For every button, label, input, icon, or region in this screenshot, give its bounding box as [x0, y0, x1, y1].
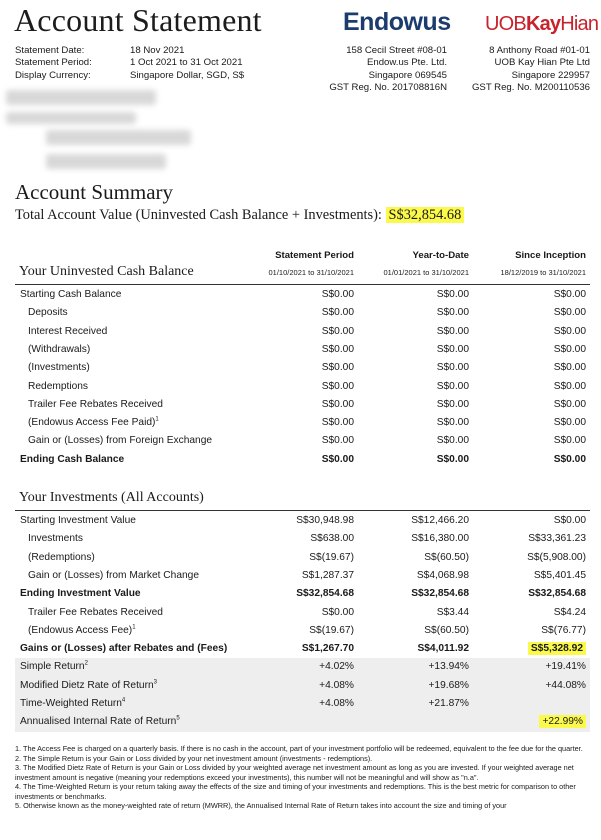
row-value: S$0.00	[321, 435, 354, 447]
table-row	[15, 658, 590, 676]
row-label-text: Investments	[28, 533, 83, 545]
footnote-ref: 1	[132, 624, 136, 631]
footnotes	[15, 744, 590, 811]
row-value: S$0.00	[553, 435, 586, 447]
row-label	[20, 640, 227, 658]
row-value	[528, 640, 586, 658]
row-label-text: (Redemptions)	[28, 551, 95, 563]
highlighted-value: S$5,328.92	[528, 642, 586, 655]
row-label-text: Starting Cash Balance	[20, 289, 122, 300]
table-row	[15, 304, 590, 322]
row-label	[28, 341, 90, 359]
row-value: S$0.00	[321, 307, 354, 319]
table-row	[15, 695, 590, 713]
table-row	[15, 396, 590, 414]
row-label	[20, 677, 157, 695]
row-label-text: (Withdrawals)	[28, 343, 91, 355]
address-line: Singapore 069545	[368, 69, 447, 81]
row-label	[28, 359, 90, 377]
account-summary-title: Account Summary	[15, 180, 174, 204]
row-value: S$0.00	[553, 325, 586, 337]
row-value: S$32,854.68	[528, 588, 586, 600]
row-value: S$0.00	[321, 343, 354, 355]
table-row	[15, 677, 590, 695]
uob-kay-hian-logo	[485, 13, 598, 36]
row-value: S$(60.50)	[424, 551, 469, 563]
row-value: S$30,948.98	[296, 515, 354, 526]
address-line: Endow.us Pte. Ltd.	[366, 57, 447, 69]
footnote: 1. The Access Fee is charged on a quarterly basis. If there is no cash in the account, part of your investment portfolio will be redeemed, equivalent to the fee due for the quarter.	[15, 744, 583, 753]
endowus-address	[329, 45, 447, 94]
logo-hian-part: Hian	[560, 13, 599, 35]
row-value: S$0.00	[436, 380, 469, 392]
row-label	[20, 512, 136, 530]
row-value	[539, 713, 586, 731]
row-label-text: Trailer Fee Rebates Received	[28, 398, 163, 410]
row-label-text: Redemptions	[28, 380, 89, 392]
row-value: +44.08%	[545, 679, 586, 691]
row-value: S$0.00	[321, 289, 354, 300]
row-value: S$32,854.68	[296, 588, 354, 600]
row-label	[28, 567, 199, 585]
row-label-text: Time-Weighted Return	[20, 698, 122, 709]
row-label	[28, 323, 107, 341]
row-value: S$0.00	[321, 325, 354, 337]
row-value: S$4,068.98	[416, 569, 469, 581]
col-range-statement-period: 01/10/2021 to 31/10/2021	[268, 268, 354, 277]
row-label	[28, 304, 68, 322]
table-row	[15, 622, 590, 640]
row-value: S$0.00	[436, 343, 469, 355]
divider	[15, 284, 590, 285]
row-value: S$0.00	[436, 417, 469, 429]
row-value: S$0.00	[321, 380, 354, 392]
row-label	[20, 713, 180, 731]
row-value: S$0.00	[553, 515, 586, 526]
row-label-text: Annualised Internal Rate of Return	[20, 716, 177, 728]
page-title: Account Statement	[14, 2, 262, 38]
row-value: +19.68%	[428, 679, 469, 691]
row-value: S$0.00	[321, 398, 354, 410]
row-value: +19.41%	[545, 661, 586, 673]
row-value: +13.94%	[428, 661, 469, 673]
address-line: UOB Kay Hian Pte Ltd	[494, 57, 590, 69]
row-label-text: Gains or (Losses) after Rebates and (Fees)	[20, 643, 228, 655]
total-value: S$32,854.68	[386, 207, 465, 223]
row-value: S$33,361.23	[528, 533, 586, 545]
row-value: +4.02%	[319, 661, 354, 673]
address-line: GST Reg. No. 201708816N	[329, 81, 447, 93]
table-row	[15, 585, 590, 603]
footnote: 2. The Simple Return is your Gain or Loss divided by your net investment amount (investments - redemptions).	[15, 753, 373, 763]
row-value: S$3.44	[436, 606, 469, 618]
row-label-text: Deposits	[28, 307, 68, 319]
meta-label: Statement Period:	[15, 57, 92, 69]
row-label-text: Simple Return	[20, 661, 85, 673]
row-label-text: (Endowus Access Fee)	[28, 624, 133, 636]
logo-kay-part: Kay	[525, 13, 561, 35]
footnote-ref: 2	[84, 661, 88, 667]
row-value: S$1,287.37	[301, 569, 354, 581]
row-value: S$0.00	[321, 453, 354, 465]
row-value: +21.87%	[428, 698, 469, 709]
row-value: S$(60.50)	[424, 624, 469, 636]
row-value: S$0.00	[553, 343, 586, 355]
row-label	[28, 530, 83, 548]
row-value: S$16,380.00	[411, 533, 469, 545]
row-value: S$(19.67)	[309, 624, 354, 636]
footnote: 4. The Time-Weighted Return is your return taking away the effects of the size and timing of your investments and redemptions. This is the best metric for comparison to other investments or benchmarks.	[15, 782, 576, 801]
row-label	[28, 378, 88, 396]
address-line: 8 Anthony Road #01-01	[489, 45, 590, 56]
table-row	[15, 286, 590, 304]
row-label	[28, 622, 136, 640]
table-row	[15, 567, 590, 585]
row-value: S$0.00	[553, 380, 586, 392]
row-value: S$0.00	[321, 362, 354, 374]
address-line: 158 Cecil Street #08-01	[346, 45, 447, 56]
row-label	[28, 604, 163, 622]
row-value: S$0.00	[436, 435, 469, 447]
row-value: S$32,854.68	[411, 588, 469, 600]
row-label	[20, 695, 125, 713]
row-label-text: Interest Received	[28, 325, 108, 337]
row-value: S$(19.67)	[309, 551, 354, 563]
row-label-text: (Investments)	[28, 362, 90, 374]
row-value: S$0.00	[436, 289, 469, 300]
col-range-ytd: 01/01/2021 to 31/10/2021	[383, 268, 469, 277]
row-value: S$4,011.92	[417, 643, 469, 655]
address-line: Singapore 229957	[511, 69, 590, 81]
table-row	[15, 323, 590, 341]
table-row	[15, 512, 590, 530]
row-value: S$1,267.70	[301, 643, 354, 655]
row-label	[20, 451, 124, 469]
logo-uob-part: UOB	[485, 13, 526, 35]
table-row	[15, 341, 590, 359]
meta-row	[15, 70, 244, 82]
row-value: S$0.00	[436, 362, 469, 374]
highlighted-value: +22.99%	[539, 715, 586, 728]
meta-row	[15, 45, 244, 57]
row-label	[28, 396, 163, 414]
row-label	[20, 286, 121, 304]
investments-table-title: Your Investments (All Accounts)	[19, 490, 204, 505]
footnote-ref: 1	[155, 416, 159, 423]
address-line: GST Reg. No. M200110536	[471, 81, 590, 93]
meta-value: 18 Nov 2021	[130, 45, 185, 56]
table-row	[15, 549, 590, 567]
row-value: +4.08%	[319, 679, 354, 691]
footnote: 3. The Modified Dietz Rate of Return is your Gain or Loss divided by your weighted average net investment amount as long as you are invested. If your weighted average net investment amount is negative (meaning your redemptions exceed your investments), this number will not be meaningful and will show as "n.a".	[15, 763, 574, 782]
footnote: 5. Otherwise known as the money-weighted rate of return (MWRR), the Annualised Internal Rate of Return takes into account the size and timing of your	[15, 801, 507, 810]
table-row	[15, 713, 590, 731]
row-label-text: Trailer Fee Rebates Received	[28, 606, 163, 618]
divider	[15, 510, 590, 511]
row-label-text: Ending Cash Balance	[20, 453, 125, 465]
row-value: S$0.00	[321, 606, 354, 618]
row-value: +4.08%	[319, 698, 354, 709]
table-row	[15, 530, 590, 548]
row-value: S$0.00	[436, 325, 469, 337]
footnote-ref: 5	[176, 715, 180, 722]
redacted-address-block	[6, 84, 194, 176]
col-header-inception: Since Inception	[515, 250, 586, 261]
table-row	[15, 451, 590, 469]
meta-value: Singapore Dollar, SGD, S$	[130, 69, 245, 81]
row-label-text: Starting Investment Value	[20, 515, 136, 526]
row-value: S$0.00	[436, 398, 469, 410]
statement-meta	[15, 45, 244, 82]
row-value: S$0.00	[553, 398, 586, 410]
table-row	[15, 378, 590, 396]
row-value: S$5,401.45	[533, 569, 586, 581]
col-range-inception: 18/12/2019 to 31/10/2021	[500, 268, 586, 277]
uob-address	[472, 45, 590, 94]
row-label	[28, 432, 212, 450]
row-value: S$0.00	[553, 307, 586, 319]
row-value: S$(5,908.00)	[527, 551, 586, 563]
row-value: S$0.00	[553, 362, 586, 374]
table-row	[15, 432, 590, 450]
row-label-text: Gain or (Losses) from Foreign Exchange	[28, 435, 213, 447]
row-value: S$0.00	[436, 453, 469, 465]
meta-label: Statement Date:	[15, 45, 85, 56]
row-label	[28, 414, 159, 432]
meta-value: 1 Oct 2021 to 31 Oct 2021	[130, 57, 243, 69]
footnote-ref: 3	[153, 679, 157, 686]
row-value: S$0.00	[553, 417, 586, 429]
row-value: S$0.00	[553, 289, 586, 300]
row-label-text: (Endowus Access Fee Paid)	[28, 417, 156, 429]
table-row	[15, 359, 590, 377]
footnote-ref: 4	[121, 697, 126, 704]
endowus-logo: Endowus	[343, 8, 451, 36]
row-value: S$12,466.20	[411, 515, 469, 526]
meta-label: Display Currency:	[15, 69, 91, 81]
table-row	[15, 604, 590, 622]
row-value: S$638.00	[310, 533, 354, 545]
col-header-ytd: Year-to-Date	[412, 250, 469, 261]
row-label	[20, 585, 141, 603]
row-label	[20, 658, 88, 676]
row-label	[28, 549, 95, 567]
row-value: S$0.00	[321, 417, 354, 429]
row-value: S$0.00	[553, 453, 586, 465]
total-account-value	[15, 207, 464, 224]
row-label-text: Gain or (Losses) from Market Change	[28, 569, 199, 581]
row-value: S$4.24	[553, 606, 586, 618]
table-row	[15, 414, 590, 432]
row-label-text: Ending Investment Value	[20, 588, 141, 600]
row-value: S$0.00	[436, 307, 469, 319]
meta-row	[15, 57, 244, 69]
col-header-statement-period: Statement Period	[275, 250, 354, 261]
row-value: S$(76.77)	[541, 624, 586, 636]
cash-table-title: Your Uninvested Cash Balance	[19, 264, 194, 279]
total-label: Total Account Value (Uninvested Cash Balance + Investments):	[15, 207, 382, 223]
table-row	[15, 640, 590, 658]
row-label-text: Modified Dietz Rate of Return	[20, 679, 154, 691]
